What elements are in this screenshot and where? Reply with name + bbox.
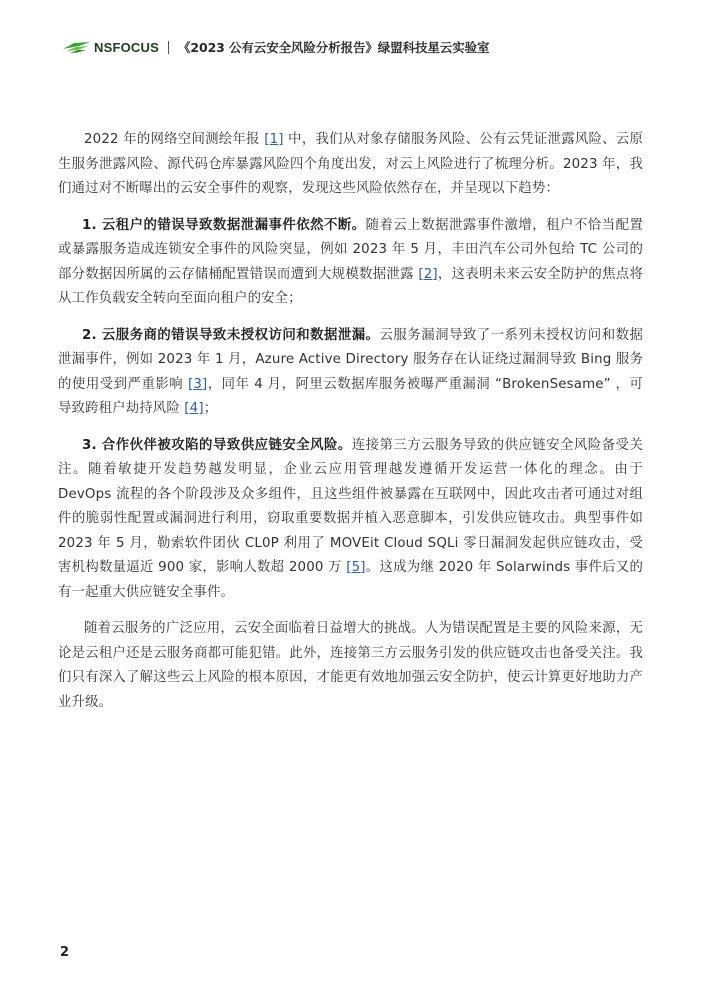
nsfocus-logo (62, 40, 159, 55)
header-title: 《2023 公有云安全风险分析报告》绿盟科技星云实验室 (177, 40, 490, 55)
trend-text: ，同年 4 月，阿里云数据库服务被曝严重漏洞 “BrokenSesame” ，可导致跨租户劫持风险 (58, 376, 643, 416)
document-body (58, 128, 643, 715)
trend-text: 连接第三方云服务导致的供应链安全风险备受关注。随着敏捷开发趋势越发明显，企业云应用管理越发遵循开发运营一体化的理念。由于 DevOps 流程的各个阶段涉及众多组件，且这些组件被暴露在互联网中，因此攻击者可通过对组件的脆弱性配置或漏洞进行利用，窃取重要数据并植入恶意脚本，引发供应链攻击。典型事件如 2023 年 5 月，勒索软件团伙 CL0P 利用了 MOVEit Cloud SQLi 零日漏洞发起供应链攻击，受害机构数量逼近 900 家，影响人数超 2000 万 (58, 437, 643, 575)
trend-text: 随着云上数据泄露事件激增，租户不恰当配置或暴露服务造成连锁安全事件的风险突显，例如 2023 年 5 月，丰田汽车公司外包给 TC 公司的部分数据因所属的云存储桶配置错误而遭到大规模数据泄露 (58, 217, 643, 282)
reference-link-4[interactable]: [4] (184, 401, 204, 416)
reference-link-5[interactable]: [5] (346, 560, 366, 575)
trend-item-3 (58, 434, 643, 606)
closing-paragraph: 随着云服务的广泛应用，云安全面临着日益增大的挑战。人为错误配置是主要的风险来源，无论是云租户还是云服务商都可能犯错。此外，连接第三方云服务引发的供应链攻击也备受关注。我们只有深入了解这些云上风险的根本原因，才能更有效地加强云安全防护，使云计算更好地助力产业升级。 (58, 621, 643, 710)
trend-item-1 (58, 214, 643, 312)
intro-paragraph (58, 128, 643, 202)
page-number: 2 (60, 945, 70, 960)
trend-heading: 1. 云租户的错误导致数据泄漏事件依然不断。 (82, 217, 366, 233)
intro-text: 2022 年的网络空间测绘年报 (84, 132, 265, 147)
reference-link-3[interactable]: [3] (187, 376, 208, 392)
trend-item-2 (58, 324, 643, 422)
trend-heading: 3. 合作伙伴被攻陷的导致供应链安全风险。 (82, 437, 352, 453)
trend-text: 云服务漏洞导致了一系列未授权访问和数据泄漏事件，例如 2023 年 1 月，Azure Active Directory 服务存在认证绕过漏洞导致 Bing 服务的使用受到严重影响 (58, 327, 643, 392)
reference-link-2[interactable]: [2] (418, 266, 438, 282)
header-divider (168, 41, 169, 54)
trend-heading: 2. 云服务商的错误导致未授权访问和数据泄漏。 (82, 327, 380, 343)
trend-text: ，这表明未来云安全防护的焦点将从工作负载安全转向至面向租户的安全； (58, 266, 644, 306)
page-header (62, 36, 489, 58)
trend-text: ； (203, 401, 218, 416)
logo-wing-icon (62, 40, 92, 54)
intro-text: 中，我们从对象存储服务风险、公有云凭证泄露风险、云原生服务泄露风险、源代码仓库暴露风险四个角度出发，对云上风险进行了梳理分析。2023 年，我们通过对不断曝出的云安全事件的观察，发现这些风险依然存在，并呈现以下趋势： (58, 132, 643, 196)
logo-text: NSFOCUS (94, 39, 159, 55)
reference-link-1[interactable]: [1] (264, 132, 284, 147)
trend-text: 。这成为继 2020 年 Solarwinds 事件后又的有一起重大供应链安全事件。 (58, 560, 643, 600)
